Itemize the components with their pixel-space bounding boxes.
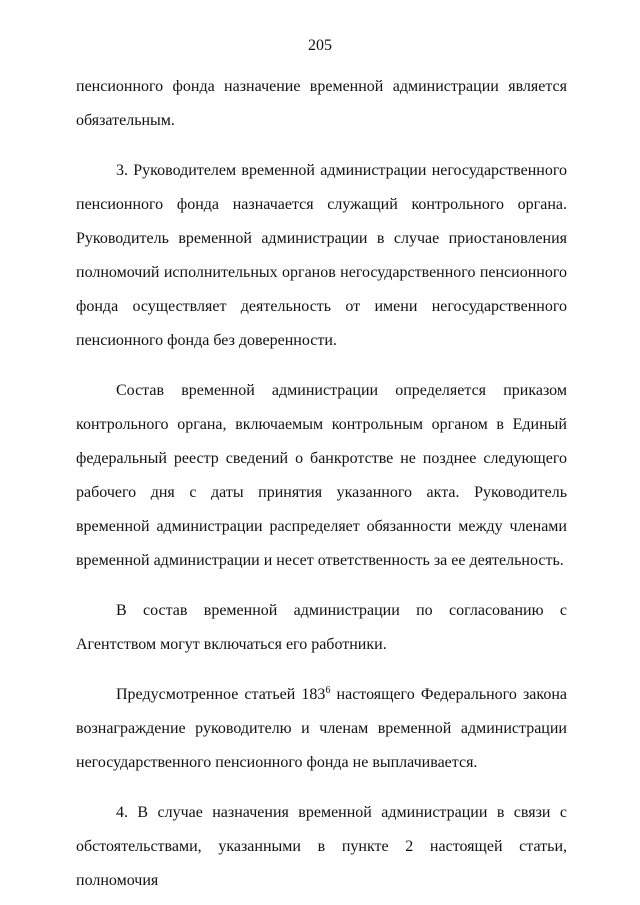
paragraph-4: В состав временной администрации по согласованию с Агентством могут включаться его работники. xyxy=(76,602,567,653)
paragraph-6: 4. В случае назначения временной администрации в связи с обстоятельствами, указанными в пункте 2 настоящей статьи, полномочия xyxy=(76,804,567,889)
article-superscript: 6 xyxy=(325,685,331,696)
paragraph-5-end: настоящего Федерального закона вознаграждение руководителю и членам временной администрации негосударственного пенсионного фонда не выплачивается. xyxy=(76,686,567,771)
paragraph-1: пенсионного фонда назначение временной администрации является обязательным. xyxy=(76,78,567,129)
paragraph-2: 3. Руководителем временной администрации негосударственного пенсионного фонда назначается служащий контрольного органа. Руководитель временной администрации в случае приостановления полномочий исполнительных органов негосударственного пенсионного фонда осуществляет деятельность от имени негосударственного пенсионного фонда без доверенности. xyxy=(76,162,567,349)
paragraph-5 xyxy=(76,678,567,780)
document-body xyxy=(76,70,567,898)
paragraph-3: Состав временной администрации определяется приказом контрольного органа, включаемым контрольным органом в Единый федеральный реестр сведений о банкротстве не позднее следующего рабочего дня с даты принятия указанного акта. Руководитель временной администрации распределяет обязанности между членами временной администрации и несет ответственность за ее деятельность. xyxy=(76,382,567,569)
paragraph-5-start: Предусмотренное статьей 183 xyxy=(116,686,326,703)
page-number: 205 xyxy=(308,37,332,54)
